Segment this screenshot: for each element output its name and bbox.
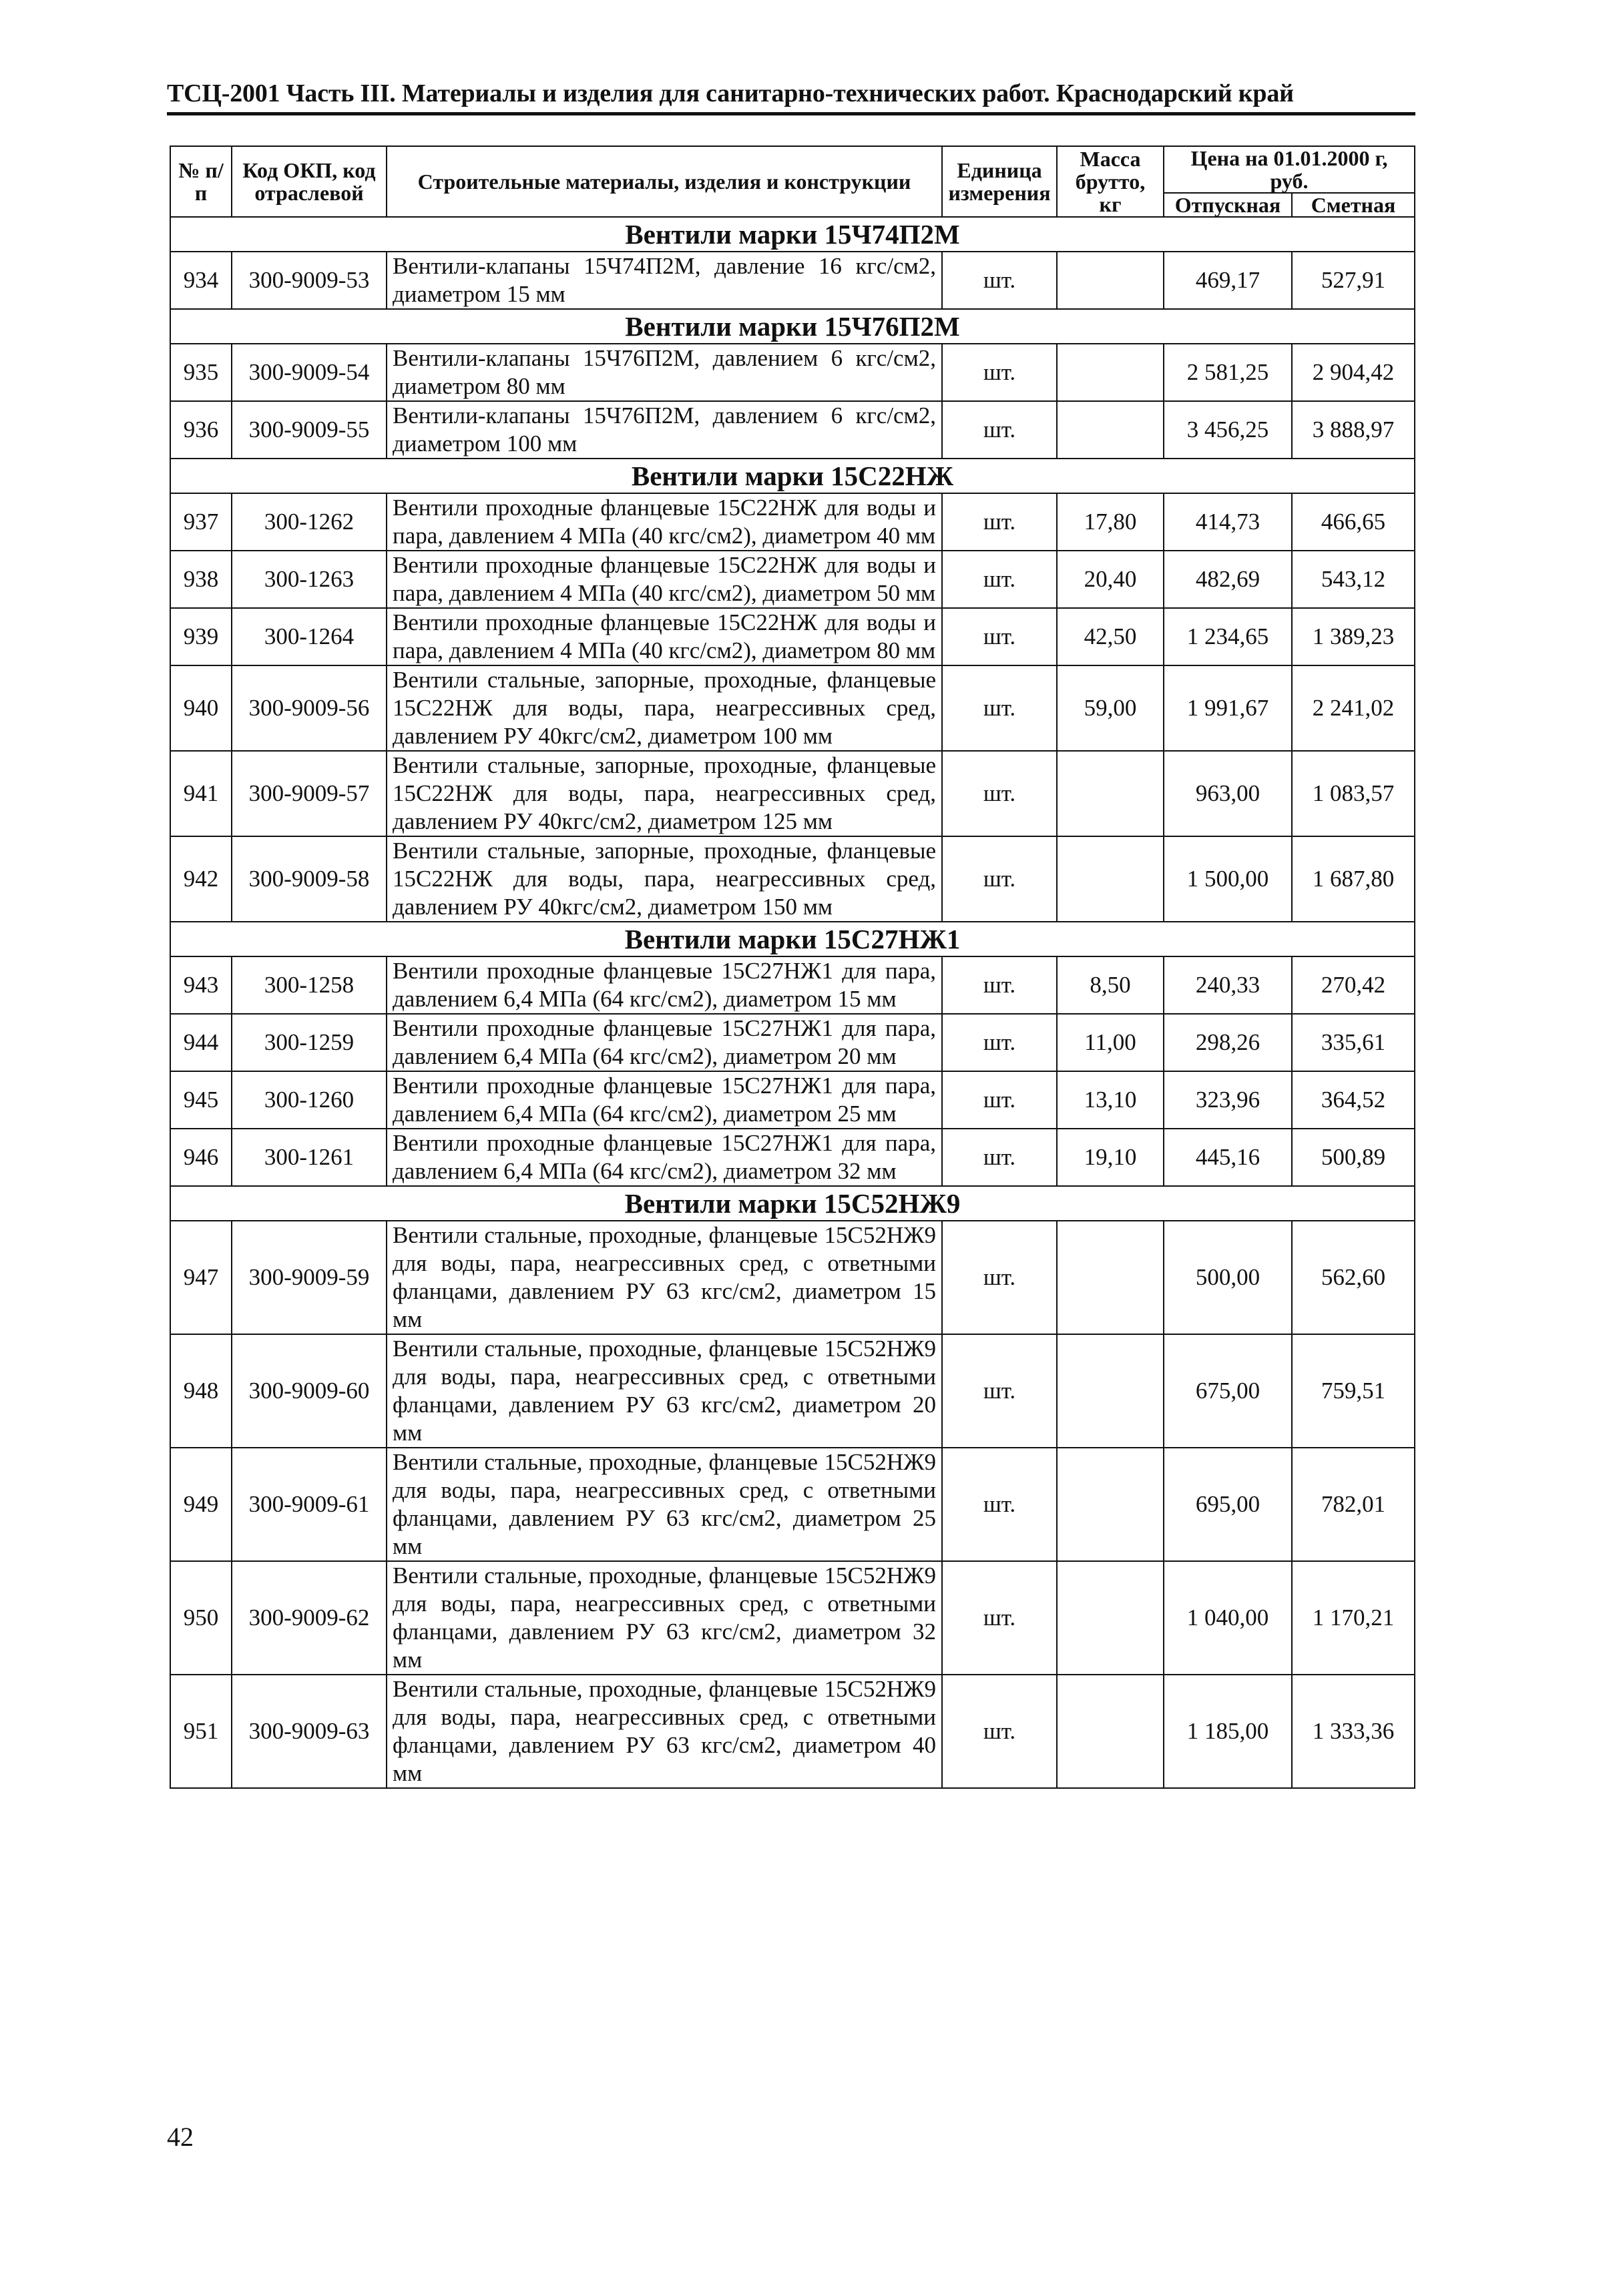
row-number: 938 (170, 551, 232, 608)
row-code: 300-9009-62 (232, 1561, 387, 1675)
row-code: 300-9009-56 (232, 665, 387, 751)
row-name: Вентили стальные, проходные, фланцевые 15С52НЖ9 для воды, пара, неагрессивных сред, с ответными фланцами, давлением РУ 63 кгс/см2, диаметром 20 мм (387, 1334, 942, 1448)
row-mass (1057, 1334, 1164, 1448)
header-code: Код ОКП, код отраслевой (232, 146, 387, 217)
row-code: 300-9009-54 (232, 344, 387, 401)
row-unit: шт. (942, 1014, 1057, 1071)
row-code: 300-1264 (232, 608, 387, 665)
row-price-release: 2 581,25 (1164, 344, 1292, 401)
row-mass (1057, 344, 1164, 401)
row-price-estimate: 543,12 (1292, 551, 1415, 608)
page-number: 42 (167, 2122, 194, 2152)
row-mass (1057, 836, 1164, 922)
row-code: 300-1261 (232, 1129, 387, 1186)
row-unit: шт. (942, 956, 1057, 1014)
row-price-release: 1 500,00 (1164, 836, 1292, 922)
section-title: Вентили марки 15С27НЖ1 (170, 922, 1415, 956)
row-price-release: 1 234,65 (1164, 608, 1292, 665)
row-price-release: 3 456,25 (1164, 401, 1292, 459)
row-name: Вентили стальные, запорные, проходные, фланцевые 15С22НЖ для воды, пара, неагрессивных сред, давлением РУ 40кгс/см2, диаметром 125 мм (387, 751, 942, 836)
row-code: 300-1258 (232, 956, 387, 1014)
row-code: 300-1260 (232, 1071, 387, 1129)
header-price-estimate: Сметная (1292, 193, 1415, 217)
row-name: Вентили проходные фланцевые 15С22НЖ для воды и пара, давлением 4 МПа (40 кгс/см2), диаметром 80 мм (387, 608, 942, 665)
row-code: 300-9009-55 (232, 401, 387, 459)
row-unit: шт. (942, 493, 1057, 551)
header-unit: Единица измерения (942, 146, 1057, 217)
row-unit: шт. (942, 1071, 1057, 1129)
row-code: 300-9009-61 (232, 1448, 387, 1561)
row-price-release: 963,00 (1164, 751, 1292, 836)
row-price-estimate: 759,51 (1292, 1334, 1415, 1448)
row-mass (1057, 401, 1164, 459)
row-mass (1057, 1675, 1164, 1788)
row-code: 300-9009-63 (232, 1675, 387, 1788)
row-price-estimate: 527,91 (1292, 252, 1415, 309)
section-header-row (170, 922, 1415, 956)
page-header: ТСЦ-2001 Часть III. Материалы и изделия для санитарно-технических работ. Краснодарский край (167, 79, 1294, 107)
table-row (170, 252, 1415, 309)
section-title: Вентили марки 15С52НЖ9 (170, 1186, 1415, 1221)
row-price-estimate: 364,52 (1292, 1071, 1415, 1129)
row-price-release: 469,17 (1164, 252, 1292, 309)
row-number: 942 (170, 836, 232, 922)
row-number: 944 (170, 1014, 232, 1071)
table-row (170, 401, 1415, 459)
table-row (170, 956, 1415, 1014)
row-unit: шт. (942, 836, 1057, 922)
row-price-release: 1 040,00 (1164, 1561, 1292, 1675)
row-unit: шт. (942, 751, 1057, 836)
row-number: 941 (170, 751, 232, 836)
table-row (170, 665, 1415, 751)
table-row (170, 1129, 1415, 1186)
row-unit: шт. (942, 344, 1057, 401)
row-code: 300-9009-60 (232, 1334, 387, 1448)
row-mass: 8,50 (1057, 956, 1164, 1014)
row-number: 949 (170, 1448, 232, 1561)
header-price: Цена на 01.01.2000 г, руб. (1164, 146, 1415, 193)
table-row (170, 1014, 1415, 1071)
row-number: 937 (170, 493, 232, 551)
row-price-estimate: 1 083,57 (1292, 751, 1415, 836)
row-number: 948 (170, 1334, 232, 1448)
section-header-row (170, 309, 1415, 344)
row-unit: шт. (942, 665, 1057, 751)
table-body (170, 217, 1415, 1788)
row-unit: шт. (942, 1675, 1057, 1788)
row-price-release: 323,96 (1164, 1071, 1292, 1129)
row-price-release: 675,00 (1164, 1334, 1292, 1448)
row-price-estimate: 466,65 (1292, 493, 1415, 551)
row-price-release: 445,16 (1164, 1129, 1292, 1186)
row-price-estimate: 2 241,02 (1292, 665, 1415, 751)
row-unit: шт. (942, 252, 1057, 309)
row-price-estimate: 2 904,42 (1292, 344, 1415, 401)
row-unit: шт. (942, 401, 1057, 459)
row-price-release: 240,33 (1164, 956, 1292, 1014)
row-number: 935 (170, 344, 232, 401)
row-mass: 20,40 (1057, 551, 1164, 608)
row-price-estimate: 1 389,23 (1292, 608, 1415, 665)
row-code: 300-9009-57 (232, 751, 387, 836)
row-name: Вентили стальные, проходные, фланцевые 15С52НЖ9 для воды, пара, неагрессивных сред, с ответными фланцами, давлением РУ 63 кгс/см2, диаметром 40 мм (387, 1675, 942, 1788)
row-name: Вентили-клапаны 15Ч76П2М, давлением 6 кгс/см2, диаметром 100 мм (387, 401, 942, 459)
row-price-estimate: 1 687,80 (1292, 836, 1415, 922)
row-price-estimate: 3 888,97 (1292, 401, 1415, 459)
table-row (170, 493, 1415, 551)
section-title: Вентили марки 15С22НЖ (170, 459, 1415, 493)
row-name: Вентили стальные, запорные, проходные, фланцевые 15С22НЖ для воды, пара, неагрессивных сред, давлением РУ 40кгс/см2, диаметром 100 мм (387, 665, 942, 751)
row-code: 300-9009-59 (232, 1221, 387, 1334)
row-name: Вентили стальные, проходные, фланцевые 15С52НЖ9 для воды, пара, неагрессивных сред, с ответными фланцами, давлением РУ 63 кгс/см2, диаметром 25 мм (387, 1448, 942, 1561)
row-mass: 13,10 (1057, 1071, 1164, 1129)
row-mass: 42,50 (1057, 608, 1164, 665)
row-unit: шт. (942, 608, 1057, 665)
table-row (170, 608, 1415, 665)
row-price-release: 482,69 (1164, 551, 1292, 608)
row-price-release: 414,73 (1164, 493, 1292, 551)
row-number: 945 (170, 1071, 232, 1129)
row-name: Вентили проходные фланцевые 15С22НЖ для воды и пара, давлением 4 МПа (40 кгс/см2), диаметром 50 мм (387, 551, 942, 608)
row-mass (1057, 1561, 1164, 1675)
row-unit: шт. (942, 1334, 1057, 1448)
section-header-row (170, 459, 1415, 493)
row-price-estimate: 782,01 (1292, 1448, 1415, 1561)
row-code: 300-9009-53 (232, 252, 387, 309)
row-unit: шт. (942, 1221, 1057, 1334)
header-rule (167, 112, 1415, 115)
row-mass (1057, 1448, 1164, 1561)
row-code: 300-1263 (232, 551, 387, 608)
row-price-estimate: 500,89 (1292, 1129, 1415, 1186)
table-row (170, 1561, 1415, 1675)
table-row (170, 344, 1415, 401)
price-table (170, 146, 1415, 1789)
row-number: 939 (170, 608, 232, 665)
row-mass (1057, 252, 1164, 309)
row-mass: 19,10 (1057, 1129, 1164, 1186)
row-number: 946 (170, 1129, 232, 1186)
header-num: № п/п (170, 146, 232, 217)
row-unit: шт. (942, 1129, 1057, 1186)
row-number: 950 (170, 1561, 232, 1675)
row-name: Вентили стальные, проходные, фланцевые 15С52НЖ9 для воды, пара, неагрессивных сред, с ответными фланцами, давлением РУ 63 кгс/см2, диаметром 15 мм (387, 1221, 942, 1334)
table-row (170, 551, 1415, 608)
row-price-estimate: 270,42 (1292, 956, 1415, 1014)
row-mass: 17,80 (1057, 493, 1164, 551)
row-unit: шт. (942, 1448, 1057, 1561)
row-price-release: 1 991,67 (1164, 665, 1292, 751)
row-mass: 11,00 (1057, 1014, 1164, 1071)
row-name: Вентили проходные фланцевые 15С27НЖ1 для пара, давлением 6,4 МПа (64 кгс/см2), диаметром 32 мм (387, 1129, 942, 1186)
row-name: Вентили стальные, запорные, проходные, фланцевые 15С22НЖ для воды, пара, неагрессивных сред, давлением РУ 40кгс/см2, диаметром 150 мм (387, 836, 942, 922)
section-header-row (170, 1186, 1415, 1221)
row-unit: шт. (942, 1561, 1057, 1675)
row-price-estimate: 1 170,21 (1292, 1561, 1415, 1675)
row-code: 300-9009-58 (232, 836, 387, 922)
row-unit: шт. (942, 551, 1057, 608)
row-price-estimate: 1 333,36 (1292, 1675, 1415, 1788)
row-code: 300-1259 (232, 1014, 387, 1071)
row-number: 936 (170, 401, 232, 459)
row-price-estimate: 335,61 (1292, 1014, 1415, 1071)
row-mass: 59,00 (1057, 665, 1164, 751)
row-mass (1057, 1221, 1164, 1334)
table-header (170, 146, 1415, 217)
header-name: Строительные материалы, изделия и конструкции (387, 146, 942, 217)
section-title: Вентили марки 15Ч76П2М (170, 309, 1415, 344)
row-number: 934 (170, 252, 232, 309)
row-mass (1057, 751, 1164, 836)
row-name: Вентили-клапаны 15Ч74П2М, давление 16 кгс/см2, диаметром 15 мм (387, 252, 942, 309)
table-row (170, 1675, 1415, 1788)
row-number: 943 (170, 956, 232, 1014)
row-number: 951 (170, 1675, 232, 1788)
header-mass: Масса брутто, кг (1057, 146, 1164, 217)
header-price-release: Отпускная (1164, 193, 1292, 217)
row-name: Вентили-клапаны 15Ч76П2М, давлением 6 кгс/см2, диаметром 80 мм (387, 344, 942, 401)
row-number: 947 (170, 1221, 232, 1334)
row-price-release: 695,00 (1164, 1448, 1292, 1561)
row-name: Вентили проходные фланцевые 15С22НЖ для воды и пара, давлением 4 МПа (40 кгс/см2), диаметром 40 мм (387, 493, 942, 551)
row-code: 300-1262 (232, 493, 387, 551)
row-price-release: 298,26 (1164, 1014, 1292, 1071)
row-name: Вентили проходные фланцевые 15С27НЖ1 для пара, давлением 6,4 МПа (64 кгс/см2), диаметром 25 мм (387, 1071, 942, 1129)
section-header-row (170, 217, 1415, 252)
table-row (170, 1221, 1415, 1334)
row-number: 940 (170, 665, 232, 751)
row-name: Вентили стальные, проходные, фланцевые 15С52НЖ9 для воды, пара, неагрессивных сред, с ответными фланцами, давлением РУ 63 кгс/см2, диаметром 32 мм (387, 1561, 942, 1675)
table-row (170, 1334, 1415, 1448)
table-row (170, 836, 1415, 922)
table-row (170, 1448, 1415, 1561)
table-row (170, 751, 1415, 836)
row-name: Вентили проходные фланцевые 15С27НЖ1 для пара, давлением 6,4 МПа (64 кгс/см2), диаметром 20 мм (387, 1014, 942, 1071)
row-price-release: 500,00 (1164, 1221, 1292, 1334)
section-title: Вентили марки 15Ч74П2М (170, 217, 1415, 252)
table-row (170, 1071, 1415, 1129)
row-price-release: 1 185,00 (1164, 1675, 1292, 1788)
row-name: Вентили проходные фланцевые 15С27НЖ1 для пара, давлением 6,4 МПа (64 кгс/см2), диаметром 15 мм (387, 956, 942, 1014)
row-price-estimate: 562,60 (1292, 1221, 1415, 1334)
